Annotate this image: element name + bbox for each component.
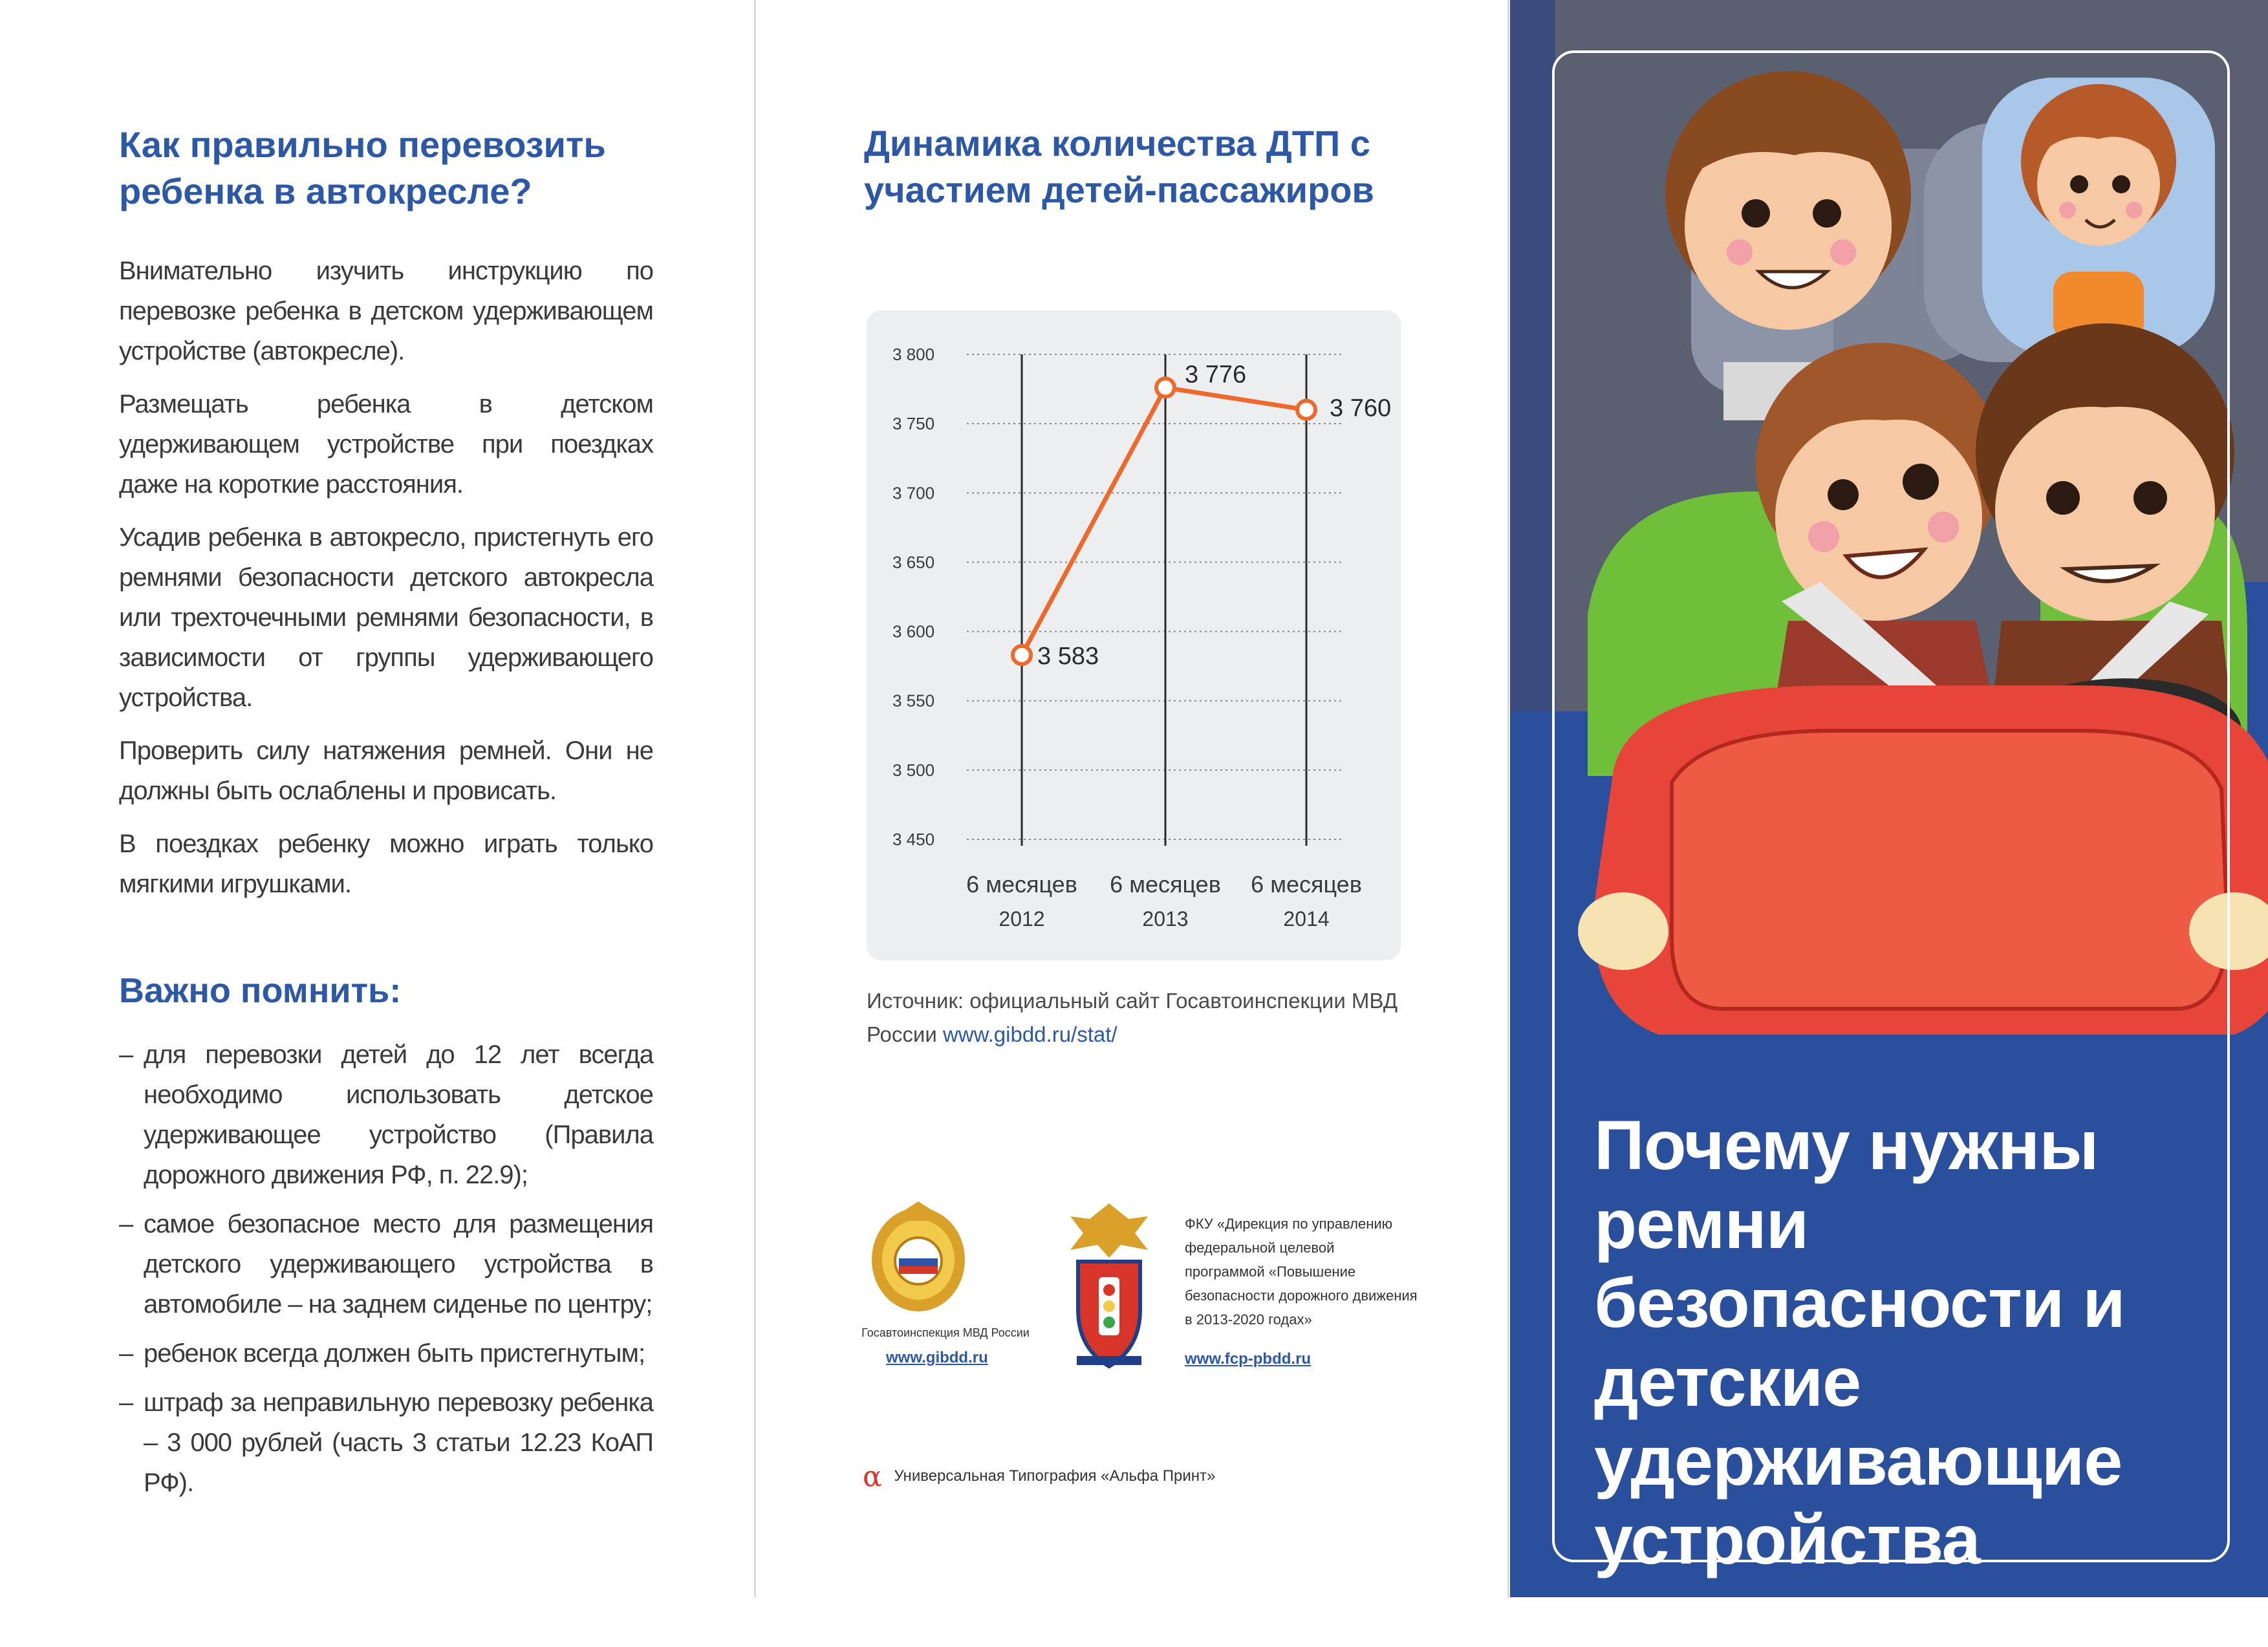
y-tick-label: 3 450	[892, 830, 935, 849]
x-tick-label: 6 месяцев	[1110, 871, 1221, 898]
source-text: Источник: официальный сайт Госавтоинспекции МВД России	[867, 989, 1398, 1046]
x-tick-label: 2014	[1283, 907, 1330, 931]
fold-line	[1507, 0, 1509, 1597]
how-to-heading: Как правильно перевозить ребенка в автокресле?	[119, 124, 606, 211]
printer-name: Универсальная Типография «Альфа Принт»	[894, 1467, 1216, 1485]
remember-item	[119, 1333, 653, 1373]
chart-source	[867, 984, 1401, 1051]
remember-item	[119, 1035, 653, 1195]
x-tick-label: 2012	[999, 907, 1045, 931]
remember-item-text: штраф за неправильную перевозку ребенка – 3 000 рублей (часть 3 статьи 12.23 КоАП РФ).	[144, 1388, 653, 1497]
x-axis-labels	[966, 871, 1362, 931]
fcp-shield-icon	[1064, 1200, 1154, 1374]
remember-item	[119, 1383, 653, 1503]
line-chart	[867, 310, 1401, 960]
data-label: 3 776	[1185, 361, 1247, 389]
dash: –	[119, 1210, 133, 1238]
chart-title: Динамика количества ДТП с участием детей-пассажиров	[864, 123, 1374, 210]
gibdd-link[interactable]: www.gibdd.ru	[886, 1349, 988, 1366]
fold-line	[754, 0, 756, 1597]
data-point	[1013, 646, 1031, 664]
series-line	[1022, 387, 1306, 655]
y-axis-ticks	[892, 345, 934, 849]
dash: –	[119, 1388, 133, 1417]
remember-item	[119, 1204, 653, 1324]
data-point	[1297, 401, 1315, 419]
remember-item-text: самое безопасное место для размещения детского удерживающего устройства в автомобиле – на заднем сиденье по центру;	[144, 1210, 653, 1319]
y-tick-label: 3 800	[892, 345, 935, 364]
x-tick-label: 6 месяцев	[966, 871, 1077, 898]
remember-item-text: для перевозки детей до 12 лет всегда необходимо использовать детское удерживающее устройство (Правила дорожного движения РФ, п. 22.9);	[144, 1040, 653, 1189]
instruction-paragraph: Усадив ребенка в автокресло, пристегнуть его ремнями безопасности детского автокресла или трехточечными ремнями безопасности, в зависимости от группы удерживающего устройства.	[119, 523, 653, 712]
y-tick-label: 3 650	[892, 552, 935, 572]
gibdd-caption: Госавтоинспекция МВД России	[861, 1326, 1030, 1339]
data-point	[1156, 378, 1174, 396]
y-tick-label: 3 500	[892, 760, 935, 780]
y-tick-label: 3 600	[892, 621, 935, 641]
remember-heading: Важно помнить:	[119, 971, 402, 1010]
dash: –	[119, 1339, 133, 1368]
source-link[interactable]: www.gibdd.ru/stat/	[942, 1022, 1118, 1046]
instruction-paragraph: Проверить силу натяжения ремней. Они не должны быть ослаблены и провисать.	[119, 737, 653, 805]
series	[1013, 361, 1391, 670]
left-panel	[0, 0, 753, 1597]
y-tick-label: 3 550	[892, 691, 935, 711]
y-tick-label: 3 700	[892, 483, 935, 503]
gibdd-emblem-icon	[867, 1196, 970, 1319]
x-tick-label: 2013	[1142, 907, 1189, 931]
x-tick-label: 6 месяцев	[1251, 871, 1362, 898]
grid	[967, 354, 1342, 839]
instruction-paragraph: Внимательно изучить инструкцию по перевозке ребенка в детском удерживающем устройстве (автокресле).	[119, 257, 653, 365]
data-label: 3 583	[1037, 643, 1099, 670]
instructions	[119, 251, 653, 917]
category-lines	[1022, 354, 1306, 846]
data-label: 3 760	[1330, 394, 1392, 422]
alpha-print-logo-icon: α	[863, 1460, 882, 1493]
instruction-paragraph: В поездках ребенку можно играть только мягкими игрушками.	[119, 830, 653, 898]
remember-item-text: ребенок всегда должен быть пристегнутым;	[144, 1339, 645, 1368]
fcp-link[interactable]: www.fcp-pbdd.ru	[1185, 1350, 1312, 1368]
cover-title: Почему нужны ремни безопасности и детские удерживающие устройства	[1594, 1106, 2125, 1578]
remember-list	[119, 1035, 653, 1512]
instruction-paragraph: Размещать ребенка в детском удерживающем устройстве при поездках даже на короткие расстояния.	[119, 390, 653, 499]
fcp-caption: ФКУ «Дирекция по управлению федеральной целевой программой «Повышение безопасности дорожного движения в 2013-2020 годах»	[1185, 1216, 1418, 1328]
dash: –	[119, 1040, 133, 1069]
printer-credit	[863, 1460, 1215, 1493]
y-tick-label: 3 750	[892, 414, 935, 434]
